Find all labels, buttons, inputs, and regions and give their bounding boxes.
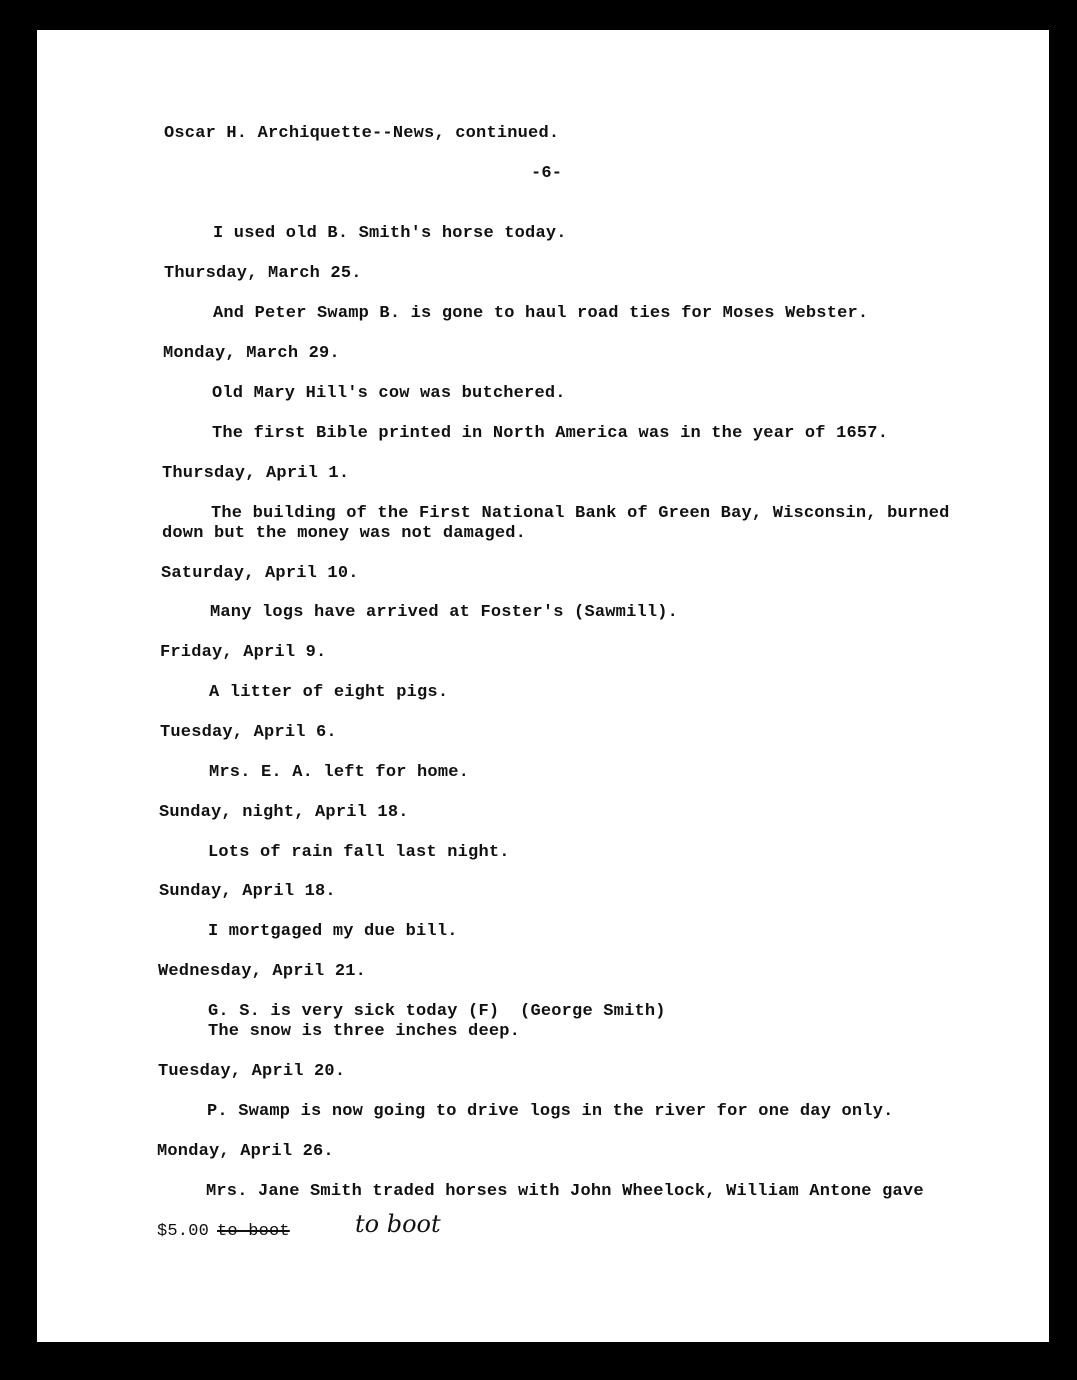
entry-text: Old Mary Hill's cow was butchered. <box>212 384 566 403</box>
entry-date: Friday, April 9. <box>160 643 327 662</box>
entry-text: Many logs have arrived at Foster's (Sawmill). <box>210 603 679 622</box>
page-number: -6- <box>531 164 563 183</box>
entry-text: I mortgaged my due bill. <box>208 922 458 941</box>
entry-text: The snow is three inches deep. <box>208 1022 521 1041</box>
entry-text: Mrs. E. A. left for home. <box>209 763 470 782</box>
entry-date: Thursday, March 25. <box>164 264 362 283</box>
entry-date: Tuesday, April 20. <box>158 1062 346 1081</box>
entry-date: Wednesday, April 21. <box>158 962 367 981</box>
entry-text: Lots of rain fall last night. <box>208 843 510 862</box>
document-page <box>37 30 1049 1342</box>
entry-date: Monday, April 26. <box>157 1142 334 1161</box>
entry-text: A litter of eight pigs. <box>209 683 449 702</box>
entry-text: G. S. is very sick today (F) (George Smith) <box>208 1002 666 1021</box>
entry-text: I used old B. Smith's horse today. <box>213 224 567 243</box>
entry-text: down but the money was not damaged. <box>162 524 527 543</box>
struck-out-text: to boot <box>217 1222 290 1241</box>
entry-date: Tuesday, April 6. <box>160 723 337 742</box>
entry-text: And Peter Swamp B. is gone to haul road ties for Moses Webster. <box>213 304 869 323</box>
entry-text: The building of the First National Bank of Green Bay, Wisconsin, burned <box>211 504 950 523</box>
entry-date: Sunday, April 18. <box>159 882 336 901</box>
entry-date: Monday, March 29. <box>163 344 340 363</box>
entry-text: The first Bible printed in North America was in the year of 1657. <box>212 424 889 443</box>
document-header-title: Oscar H. Archiquette--News, continued. <box>164 124 560 143</box>
handwritten-correction: to boot <box>355 1210 441 1238</box>
entry-date: Thursday, April 1. <box>162 464 350 483</box>
entry-date: Saturday, April 10. <box>161 564 359 583</box>
amount-text: $5.00 <box>157 1222 210 1241</box>
entry-text: P. Swamp is now going to drive logs in the river for one day only. <box>207 1102 894 1121</box>
entry-text: Mrs. Jane Smith traded horses with John Wheelock, William Antone gave <box>206 1182 924 1201</box>
entry-date: Sunday, night, April 18. <box>159 803 409 822</box>
